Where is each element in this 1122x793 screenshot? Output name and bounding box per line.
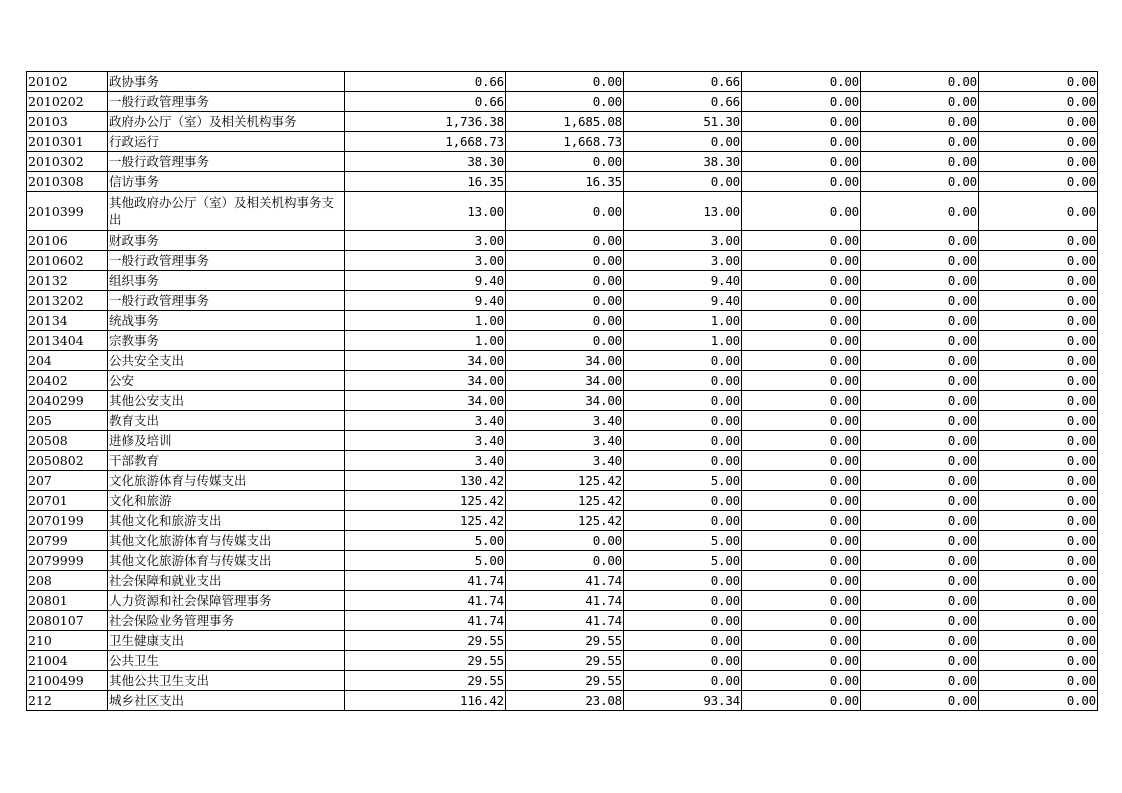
- amount-cell: 5.00: [624, 551, 742, 571]
- amount-cell: 0.00: [979, 631, 1098, 651]
- amount-cell: 0.00: [979, 671, 1098, 691]
- subject-code-cell: 2013404: [27, 331, 108, 351]
- amount-cell: 125.42: [345, 491, 506, 511]
- amount-cell: 29.55: [345, 651, 506, 671]
- subject-code-cell: 20701: [27, 491, 108, 511]
- table-row: [27, 531, 1098, 551]
- amount-cell: 0.00: [742, 92, 861, 112]
- subject-name-cell: 其他公安支出: [108, 391, 345, 411]
- amount-cell: 0.00: [742, 551, 861, 571]
- subject-code-cell: 20134: [27, 311, 108, 331]
- amount-cell: 0.00: [861, 411, 979, 431]
- subject-name-cell: 其他政府办公厅（室）及相关机构事务支出: [108, 192, 345, 231]
- amount-cell: 0.00: [861, 172, 979, 192]
- amount-cell: 0.00: [979, 471, 1098, 491]
- amount-cell: 0.00: [742, 651, 861, 671]
- amount-cell: 0.00: [979, 251, 1098, 271]
- amount-cell: 0.00: [861, 371, 979, 391]
- amount-cell: 0.00: [979, 451, 1098, 471]
- amount-cell: 0.00: [624, 411, 742, 431]
- subject-code-cell: 20508: [27, 431, 108, 451]
- table-row: [27, 351, 1098, 371]
- subject-name-cell: 行政运行: [108, 132, 345, 152]
- amount-cell: 0.00: [742, 471, 861, 491]
- amount-cell: 0.00: [861, 531, 979, 551]
- amount-cell: 0.00: [624, 611, 742, 631]
- table-row: [27, 92, 1098, 112]
- amount-cell: 41.74: [345, 611, 506, 631]
- table-row: [27, 571, 1098, 591]
- amount-cell: 0.00: [742, 192, 861, 231]
- table-row: [27, 591, 1098, 611]
- amount-cell: 0.00: [979, 511, 1098, 531]
- table-row: [27, 391, 1098, 411]
- amount-cell: 130.42: [345, 471, 506, 491]
- subject-name-cell: 卫生健康支出: [108, 631, 345, 651]
- table-row: [27, 651, 1098, 671]
- subject-name-cell: 教育支出: [108, 411, 345, 431]
- subject-code-cell: 2010308: [27, 172, 108, 192]
- amount-cell: 0.00: [506, 231, 624, 251]
- amount-cell: 0.00: [861, 631, 979, 651]
- subject-code-cell: 2050802: [27, 451, 108, 471]
- amount-cell: 3.00: [624, 231, 742, 251]
- amount-cell: 13.00: [345, 192, 506, 231]
- amount-cell: 0.00: [506, 531, 624, 551]
- subject-name-cell: 其他文化旅游体育与传媒支出: [108, 531, 345, 551]
- amount-cell: 0.00: [506, 92, 624, 112]
- amount-cell: 0.00: [861, 271, 979, 291]
- subject-name-cell: 组织事务: [108, 271, 345, 291]
- subject-name-cell: 文化旅游体育与传媒支出: [108, 471, 345, 491]
- amount-cell: 3.00: [345, 231, 506, 251]
- subject-name-cell: 一般行政管理事务: [108, 92, 345, 112]
- amount-cell: 0.00: [742, 571, 861, 591]
- amount-cell: 0.00: [742, 132, 861, 152]
- subject-name-cell: 人力资源和社会保障管理事务: [108, 591, 345, 611]
- amount-cell: 29.55: [506, 631, 624, 651]
- amount-cell: 1.00: [345, 331, 506, 351]
- amount-cell: 0.00: [861, 511, 979, 531]
- amount-cell: 38.30: [624, 152, 742, 172]
- amount-cell: 3.00: [345, 251, 506, 271]
- table-row: [27, 192, 1098, 231]
- amount-cell: 0.00: [624, 671, 742, 691]
- amount-cell: 0.00: [861, 611, 979, 631]
- amount-cell: 0.00: [742, 72, 861, 92]
- amount-cell: 0.00: [861, 471, 979, 491]
- amount-cell: 0.00: [979, 391, 1098, 411]
- amount-cell: 0.00: [742, 411, 861, 431]
- amount-cell: 3.40: [506, 431, 624, 451]
- amount-cell: 0.00: [979, 72, 1098, 92]
- amount-cell: 16.35: [345, 172, 506, 192]
- amount-cell: 0.00: [861, 311, 979, 331]
- subject-name-cell: 其他公共卫生支出: [108, 671, 345, 691]
- subject-code-cell: 207: [27, 471, 108, 491]
- amount-cell: 0.00: [861, 231, 979, 251]
- amount-cell: 93.34: [624, 691, 742, 711]
- amount-cell: 0.00: [742, 431, 861, 451]
- amount-cell: 0.00: [861, 551, 979, 571]
- amount-cell: 0.00: [624, 391, 742, 411]
- amount-cell: 0.00: [979, 651, 1098, 671]
- subject-name-cell: 其他文化旅游体育与传媒支出: [108, 551, 345, 571]
- amount-cell: 125.42: [506, 511, 624, 531]
- table-row: [27, 132, 1098, 152]
- amount-cell: 23.08: [506, 691, 624, 711]
- subject-name-cell: 一般行政管理事务: [108, 291, 345, 311]
- amount-cell: 0.00: [861, 152, 979, 172]
- amount-cell: 0.00: [742, 491, 861, 511]
- amount-cell: 0.00: [506, 152, 624, 172]
- amount-cell: 5.00: [624, 531, 742, 551]
- subject-name-cell: 进修及培训: [108, 431, 345, 451]
- subject-code-cell: 2010301: [27, 132, 108, 152]
- table-row: [27, 631, 1098, 651]
- amount-cell: 0.00: [624, 631, 742, 651]
- subject-name-cell: 公共安全支出: [108, 351, 345, 371]
- amount-cell: 34.00: [345, 371, 506, 391]
- amount-cell: 0.00: [861, 431, 979, 451]
- amount-cell: 0.00: [861, 251, 979, 271]
- subject-code-cell: 2013202: [27, 291, 108, 311]
- subject-code-cell: 20132: [27, 271, 108, 291]
- amount-cell: 0.00: [624, 132, 742, 152]
- table-row: [27, 471, 1098, 491]
- amount-cell: 0.00: [979, 611, 1098, 631]
- amount-cell: 0.00: [624, 431, 742, 451]
- table-row: [27, 172, 1098, 192]
- subject-code-cell: 2070199: [27, 511, 108, 531]
- amount-cell: 0.00: [624, 351, 742, 371]
- subject-name-cell: 文化和旅游: [108, 491, 345, 511]
- amount-cell: 0.00: [861, 651, 979, 671]
- amount-cell: 29.55: [345, 671, 506, 691]
- amount-cell: 0.00: [979, 172, 1098, 192]
- amount-cell: 0.00: [979, 571, 1098, 591]
- amount-cell: 34.00: [506, 371, 624, 391]
- amount-cell: 13.00: [624, 192, 742, 231]
- amount-cell: 0.00: [861, 291, 979, 311]
- subject-name-cell: 信访事务: [108, 172, 345, 192]
- table-row: [27, 491, 1098, 511]
- amount-cell: 9.40: [345, 291, 506, 311]
- amount-cell: 38.30: [345, 152, 506, 172]
- amount-cell: 3.40: [506, 451, 624, 471]
- subject-code-cell: 20402: [27, 371, 108, 391]
- amount-cell: 0.00: [861, 192, 979, 231]
- subject-code-cell: 210: [27, 631, 108, 651]
- amount-cell: 0.00: [506, 331, 624, 351]
- subject-name-cell: 干部教育: [108, 451, 345, 471]
- subject-name-cell: 一般行政管理事务: [108, 152, 345, 172]
- amount-cell: 0.00: [861, 72, 979, 92]
- amount-cell: 0.00: [742, 671, 861, 691]
- amount-cell: 29.55: [506, 651, 624, 671]
- amount-cell: 0.00: [861, 591, 979, 611]
- amount-cell: 0.00: [742, 271, 861, 291]
- amount-cell: 29.55: [506, 671, 624, 691]
- amount-cell: 34.00: [506, 391, 624, 411]
- amount-cell: 0.00: [979, 431, 1098, 451]
- amount-cell: 0.00: [861, 451, 979, 471]
- amount-cell: 0.00: [979, 112, 1098, 132]
- amount-cell: 0.00: [506, 551, 624, 571]
- amount-cell: 116.42: [345, 691, 506, 711]
- amount-cell: 0.00: [861, 132, 979, 152]
- amount-cell: 0.00: [742, 451, 861, 471]
- amount-cell: 0.00: [742, 531, 861, 551]
- amount-cell: 125.42: [506, 491, 624, 511]
- amount-cell: 0.00: [506, 291, 624, 311]
- amount-cell: 0.00: [979, 291, 1098, 311]
- amount-cell: 0.00: [742, 511, 861, 531]
- amount-cell: 5.00: [624, 471, 742, 491]
- amount-cell: 3.40: [345, 431, 506, 451]
- amount-cell: 0.66: [624, 92, 742, 112]
- subject-name-cell: 社会保障和就业支出: [108, 571, 345, 591]
- amount-cell: 0.00: [742, 311, 861, 331]
- table-row: [27, 112, 1098, 132]
- amount-cell: 3.40: [345, 451, 506, 471]
- amount-cell: 16.35: [506, 172, 624, 192]
- subject-name-cell: 政府办公厅（室）及相关机构事务: [108, 112, 345, 132]
- amount-cell: 0.00: [979, 691, 1098, 711]
- table-row: [27, 671, 1098, 691]
- amount-cell: 0.00: [979, 331, 1098, 351]
- amount-cell: 29.55: [345, 631, 506, 651]
- amount-cell: 41.74: [345, 591, 506, 611]
- table-row: [27, 251, 1098, 271]
- amount-cell: 0.00: [979, 152, 1098, 172]
- amount-cell: 34.00: [345, 351, 506, 371]
- expenditure-table: [26, 71, 1098, 711]
- amount-cell: 0.00: [742, 591, 861, 611]
- table-body: [27, 72, 1098, 711]
- subject-code-cell: 208: [27, 571, 108, 591]
- amount-cell: 41.74: [345, 571, 506, 591]
- subject-name-cell: 社会保险业务管理事务: [108, 611, 345, 631]
- subject-code-cell: 2080107: [27, 611, 108, 631]
- amount-cell: 0.00: [742, 251, 861, 271]
- amount-cell: 0.00: [624, 511, 742, 531]
- amount-cell: 125.42: [506, 471, 624, 491]
- amount-cell: 0.00: [861, 671, 979, 691]
- subject-code-cell: 2010202: [27, 92, 108, 112]
- amount-cell: 0.00: [742, 611, 861, 631]
- subject-name-cell: 政协事务: [108, 72, 345, 92]
- amount-cell: 0.00: [624, 651, 742, 671]
- table-row: [27, 331, 1098, 351]
- amount-cell: 1.00: [624, 331, 742, 351]
- amount-cell: 0.00: [742, 172, 861, 192]
- amount-cell: 0.00: [861, 691, 979, 711]
- amount-cell: 0.00: [742, 691, 861, 711]
- amount-cell: 0.00: [861, 351, 979, 371]
- amount-cell: 0.00: [742, 391, 861, 411]
- table-row: [27, 371, 1098, 391]
- subject-name-cell: 宗教事务: [108, 331, 345, 351]
- amount-cell: 0.00: [624, 591, 742, 611]
- amount-cell: 0.00: [624, 451, 742, 471]
- table-row: [27, 511, 1098, 531]
- amount-cell: 0.00: [979, 411, 1098, 431]
- amount-cell: 1.00: [624, 311, 742, 331]
- subject-code-cell: 2010302: [27, 152, 108, 172]
- amount-cell: 0.00: [624, 172, 742, 192]
- amount-cell: 0.00: [979, 531, 1098, 551]
- table-row: [27, 291, 1098, 311]
- amount-cell: 3.00: [624, 251, 742, 271]
- amount-cell: 0.00: [624, 371, 742, 391]
- table-row: [27, 231, 1098, 251]
- amount-cell: 3.40: [506, 411, 624, 431]
- table-row: [27, 411, 1098, 431]
- amount-cell: 0.00: [506, 311, 624, 331]
- amount-cell: 0.00: [979, 551, 1098, 571]
- subject-code-cell: 20799: [27, 531, 108, 551]
- amount-cell: 0.00: [979, 351, 1098, 371]
- amount-cell: 0.00: [979, 311, 1098, 331]
- subject-code-cell: 212: [27, 691, 108, 711]
- subject-code-cell: 20102: [27, 72, 108, 92]
- amount-cell: 1,685.08: [506, 112, 624, 132]
- amount-cell: 0.00: [979, 192, 1098, 231]
- table-row: [27, 691, 1098, 711]
- amount-cell: 0.00: [979, 271, 1098, 291]
- amount-cell: 5.00: [345, 551, 506, 571]
- subject-code-cell: 2100499: [27, 671, 108, 691]
- subject-name-cell: 统战事务: [108, 311, 345, 331]
- table-row: [27, 271, 1098, 291]
- amount-cell: 0.00: [979, 591, 1098, 611]
- amount-cell: 9.40: [624, 291, 742, 311]
- amount-cell: 0.00: [979, 231, 1098, 251]
- amount-cell: 0.00: [979, 371, 1098, 391]
- table-row: [27, 311, 1098, 331]
- subject-code-cell: 204: [27, 351, 108, 371]
- table-row: [27, 451, 1098, 471]
- amount-cell: 0.00: [861, 571, 979, 591]
- amount-cell: 34.00: [506, 351, 624, 371]
- amount-cell: 0.00: [861, 112, 979, 132]
- amount-cell: 9.40: [624, 271, 742, 291]
- subject-code-cell: 2079999: [27, 551, 108, 571]
- amount-cell: 0.00: [506, 271, 624, 291]
- amount-cell: 0.66: [345, 72, 506, 92]
- subject-code-cell: 2010602: [27, 251, 108, 271]
- amount-cell: 0.00: [624, 491, 742, 511]
- amount-cell: 0.00: [861, 92, 979, 112]
- amount-cell: 0.00: [742, 631, 861, 651]
- amount-cell: 0.00: [742, 291, 861, 311]
- amount-cell: 1.00: [345, 311, 506, 331]
- amount-cell: 0.00: [624, 571, 742, 591]
- amount-cell: 0.00: [861, 391, 979, 411]
- amount-cell: 0.00: [861, 491, 979, 511]
- amount-cell: 0.00: [979, 132, 1098, 152]
- amount-cell: 51.30: [624, 112, 742, 132]
- subject-name-cell: 公安: [108, 371, 345, 391]
- amount-cell: 41.74: [506, 591, 624, 611]
- amount-cell: 0.00: [742, 231, 861, 251]
- amount-cell: 125.42: [345, 511, 506, 531]
- amount-cell: 1,736.38: [345, 112, 506, 132]
- subject-name-cell: 城乡社区支出: [108, 691, 345, 711]
- table-row: [27, 551, 1098, 571]
- amount-cell: 1,668.73: [506, 132, 624, 152]
- subject-code-cell: 2010399: [27, 192, 108, 231]
- amount-cell: 0.00: [742, 351, 861, 371]
- table-row: [27, 152, 1098, 172]
- amount-cell: 41.74: [506, 571, 624, 591]
- subject-code-cell: 21004: [27, 651, 108, 671]
- amount-cell: 0.00: [506, 72, 624, 92]
- amount-cell: 41.74: [506, 611, 624, 631]
- amount-cell: 5.00: [345, 531, 506, 551]
- subject-code-cell: 205: [27, 411, 108, 431]
- subject-code-cell: 20801: [27, 591, 108, 611]
- table-row: [27, 431, 1098, 451]
- amount-cell: 0.00: [742, 371, 861, 391]
- subject-code-cell: 20106: [27, 231, 108, 251]
- amount-cell: 0.66: [345, 92, 506, 112]
- amount-cell: 0.00: [979, 92, 1098, 112]
- subject-code-cell: 20103: [27, 112, 108, 132]
- amount-cell: 0.00: [506, 192, 624, 231]
- subject-name-cell: 公共卫生: [108, 651, 345, 671]
- amount-cell: 0.66: [624, 72, 742, 92]
- amount-cell: 34.00: [345, 391, 506, 411]
- table-row: [27, 72, 1098, 92]
- subject-code-cell: 2040299: [27, 391, 108, 411]
- amount-cell: 9.40: [345, 271, 506, 291]
- amount-cell: 0.00: [861, 331, 979, 351]
- table-row: [27, 611, 1098, 631]
- subject-name-cell: 其他文化和旅游支出: [108, 511, 345, 531]
- subject-name-cell: 一般行政管理事务: [108, 251, 345, 271]
- amount-cell: 1,668.73: [345, 132, 506, 152]
- amount-cell: 0.00: [742, 331, 861, 351]
- amount-cell: 0.00: [979, 491, 1098, 511]
- amount-cell: 0.00: [742, 112, 861, 132]
- amount-cell: 0.00: [742, 152, 861, 172]
- amount-cell: 0.00: [506, 251, 624, 271]
- amount-cell: 3.40: [345, 411, 506, 431]
- subject-name-cell: 财政事务: [108, 231, 345, 251]
